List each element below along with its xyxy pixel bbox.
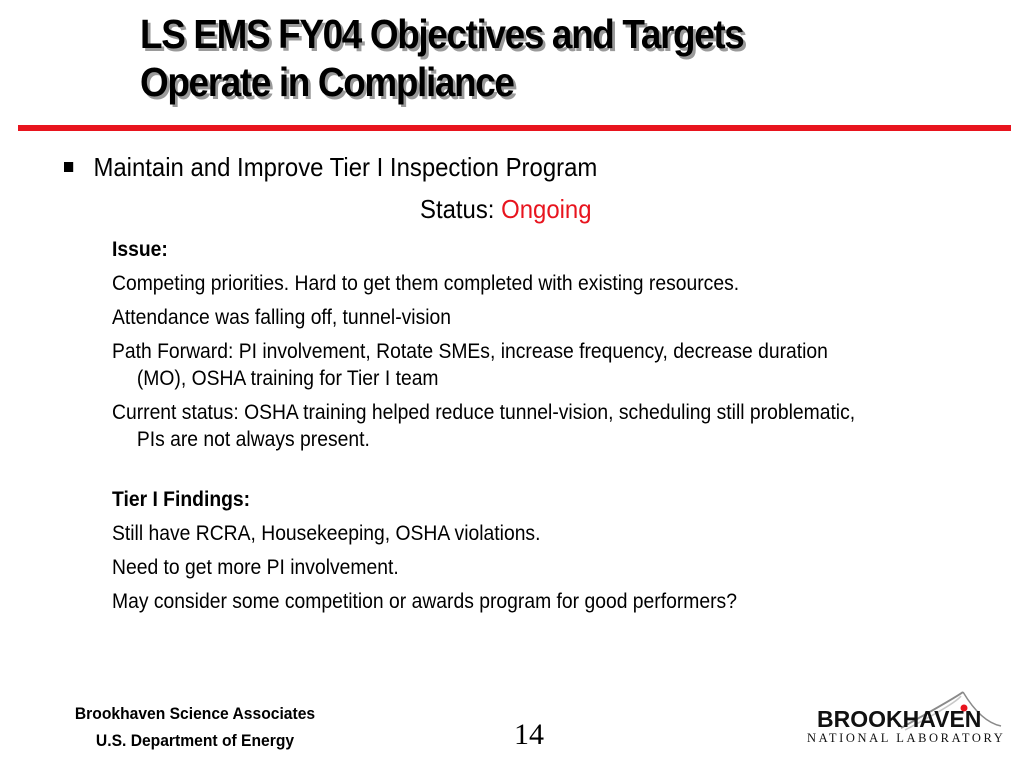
status-label: Status: — [420, 194, 502, 224]
footer-org-line-2: U.S. Department of Energy — [95, 731, 295, 750]
title-divider — [18, 125, 1011, 131]
footer-org-line-1: Brookhaven Science Associates — [74, 704, 316, 723]
footer-organization — [52, 700, 337, 754]
finding-item: Need to get more PI involvement. — [112, 556, 399, 579]
finding-item: May consider some competition or awards program for good performers? — [112, 590, 737, 613]
findings-heading: Tier I Findings: — [112, 488, 251, 511]
finding-item: Still have RCRA, Housekeeping, OSHA violations. — [112, 522, 541, 545]
issue-heading: Issue: — [112, 238, 168, 261]
logo-subtitle: NATIONAL LABORATORY — [807, 731, 1006, 745]
section-spacer — [112, 460, 866, 486]
logo-wordmark: BROOKHAVEN — [817, 706, 982, 732]
issue-item: Attendance was falling off, tunnel-vision — [112, 306, 452, 329]
issue-item: Competing priorities. Hard to get them completed with existing resources. — [112, 272, 740, 295]
title-line-1: LS EMS FY04 Objectives and Targets — [140, 11, 744, 57]
issue-item: Path Forward: PI involvement, Rotate SMEs, increase frequency, decrease duration (MO), OSHA training for Tier I team — [112, 340, 828, 390]
slide-title — [140, 10, 743, 106]
slide-body — [112, 236, 866, 622]
main-bullet — [64, 150, 597, 184]
brookhaven-logo — [805, 688, 1010, 758]
status-line — [420, 192, 592, 226]
main-bullet-text: Maintain and Improve Tier I Inspection Program — [93, 152, 598, 182]
page-number: 14 — [514, 718, 544, 751]
square-bullet-icon — [64, 162, 73, 172]
status-value: Ongoing — [501, 194, 592, 224]
issue-item: Current status: OSHA training helped reduce tunnel-vision, scheduling still problematic, PIs are not always present. — [112, 401, 856, 451]
title-line-2: Operate in Compliance — [140, 59, 514, 105]
